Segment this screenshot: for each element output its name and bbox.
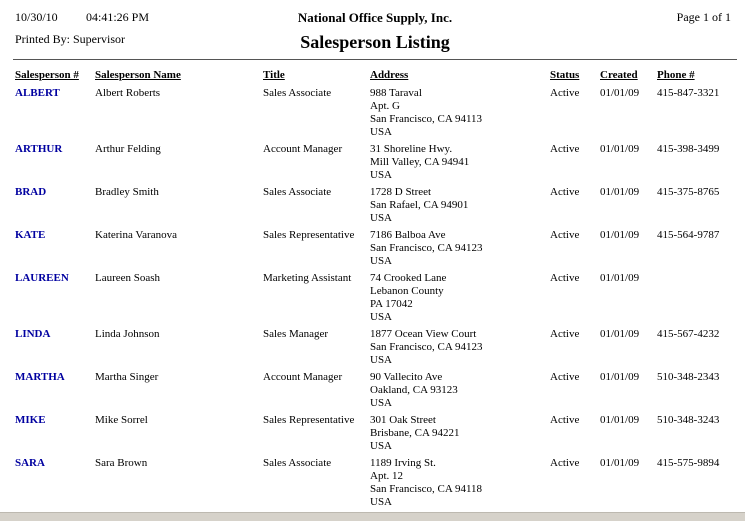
- status: Active: [550, 328, 580, 340]
- salesperson-id[interactable]: MIKE: [15, 414, 46, 426]
- column-header-created: [600, 69, 657, 81]
- report-title: Salesperson Listing: [300, 32, 450, 52]
- address-line: Oakland, CA 93123: [370, 384, 458, 396]
- phone-number: 415-398-3499: [657, 143, 720, 155]
- salesperson-id[interactable]: MARTHA: [15, 371, 65, 383]
- address-line: USA: [370, 311, 393, 323]
- created-date: 01/01/09: [600, 186, 640, 198]
- address-line: San Francisco, CA 94113: [370, 113, 483, 125]
- column-header-label: Salesperson Name: [95, 69, 181, 81]
- salesperson-title: Sales Manager: [263, 328, 329, 340]
- salesperson-id[interactable]: ARTHUR: [15, 143, 63, 155]
- table-header-row: [0, 69, 745, 81]
- salesperson-address: [370, 371, 550, 410]
- address-line: USA: [370, 354, 393, 366]
- address-line: 1189 Irving St.: [370, 457, 436, 469]
- address-line: Apt. G: [370, 100, 400, 112]
- column-header-phone: [657, 69, 745, 81]
- salesperson-address: [370, 328, 550, 367]
- salesperson-id[interactable]: LINDA: [15, 328, 51, 340]
- created-date: 01/01/09: [600, 143, 640, 155]
- phone-number: 415-567-4232: [657, 328, 720, 340]
- salesperson-title: Account Manager: [263, 371, 343, 383]
- column-header-label: Status: [550, 69, 580, 81]
- address-line: USA: [370, 212, 393, 224]
- column-header-label: Phone #: [657, 69, 695, 81]
- address-line: Lebanon County: [370, 285, 444, 297]
- column-header-salesperson-name: [95, 69, 263, 81]
- column-header-title: [263, 69, 370, 81]
- salesperson-name: Martha Singer: [95, 371, 159, 383]
- date-time-row: [15, 10, 245, 25]
- salesperson-title: Sales Associate: [263, 87, 332, 99]
- status: Active: [550, 457, 580, 469]
- table-row: [0, 229, 745, 268]
- address-line: USA: [370, 397, 393, 409]
- created-date: 01/01/09: [600, 229, 640, 241]
- address-line: USA: [370, 255, 393, 267]
- address-line: 1877 Ocean View Court: [370, 328, 477, 340]
- address-line: Mill Valley, CA 94941: [370, 156, 470, 168]
- column-header-address: [370, 69, 550, 81]
- address-line: 74 Crooked Lane: [370, 272, 447, 284]
- printed-by: Printed By: Supervisor: [15, 32, 125, 46]
- table-row: [0, 272, 745, 324]
- table-body: [0, 87, 745, 509]
- created-date: 01/01/09: [600, 328, 640, 340]
- salesperson-name: Albert Roberts: [95, 87, 161, 99]
- address-line: 31 Shoreline Hwy.: [370, 143, 453, 155]
- salesperson-id[interactable]: SARA: [15, 457, 45, 469]
- address-line: 7186 Balboa Ave: [370, 229, 446, 241]
- salesperson-address: [370, 457, 550, 509]
- header-center: [245, 10, 505, 53]
- salesperson-address: [370, 186, 550, 225]
- salesperson-id[interactable]: LAUREEN: [15, 272, 69, 284]
- phone-number: 415-575-9894: [657, 457, 720, 469]
- address-line: San Francisco, CA 94118: [370, 483, 483, 495]
- status: Active: [550, 229, 580, 241]
- status: Active: [550, 186, 580, 198]
- report-header: [0, 0, 745, 53]
- phone-number: 510-348-3243: [657, 414, 720, 426]
- status: Active: [550, 87, 580, 99]
- table-row: [0, 371, 745, 410]
- address-line: San Francisco, CA 94123: [370, 341, 483, 353]
- salesperson-title: Sales Associate: [263, 457, 332, 469]
- address-line: San Francisco, CA 94123: [370, 242, 483, 254]
- created-date: 01/01/09: [600, 371, 640, 383]
- header-divider: [13, 59, 737, 60]
- address-line: 1728 D Street: [370, 186, 432, 198]
- salesperson-title: Sales Representative: [263, 229, 355, 241]
- phone-number: [657, 272, 745, 324]
- header-left: [15, 10, 245, 47]
- salesperson-name: Mike Sorrel: [95, 414, 148, 426]
- address-line: 988 Taraval: [370, 87, 422, 99]
- address-line: 90 Vallecito Ave: [370, 371, 443, 383]
- table-row: [0, 328, 745, 367]
- phone-number: 510-348-2343: [657, 371, 720, 383]
- salesperson-title: Account Manager: [263, 143, 343, 155]
- table-row: [0, 186, 745, 225]
- horizontal-scrollbar[interactable]: [0, 512, 745, 521]
- salesperson-title: Sales Associate: [263, 186, 332, 198]
- address-line: San Rafael, CA 94901: [370, 199, 469, 211]
- salesperson-address: [370, 229, 550, 268]
- salesperson-id[interactable]: KATE: [15, 229, 46, 241]
- salesperson-title: Marketing Assistant: [263, 272, 352, 284]
- address-line: 301 Oak Street: [370, 414, 436, 426]
- table-row: [0, 457, 745, 509]
- report-date: 10/30/10: [15, 10, 58, 24]
- address-line: USA: [370, 440, 393, 452]
- table-row: [0, 143, 745, 182]
- salesperson-address: [370, 414, 550, 453]
- column-header-label: Salesperson #: [15, 69, 79, 81]
- table-row: [0, 87, 745, 139]
- salesperson-address: [370, 143, 550, 182]
- created-date: 01/01/09: [600, 272, 640, 284]
- status: Active: [550, 371, 580, 383]
- company-name: National Office Supply, Inc.: [297, 10, 453, 25]
- created-date: 01/01/09: [600, 87, 640, 99]
- phone-number: 415-375-8765: [657, 186, 720, 198]
- salesperson-name: Sara Brown: [95, 457, 148, 469]
- created-date: 01/01/09: [600, 457, 640, 469]
- address-line: USA: [370, 169, 393, 181]
- column-header-label: Address: [370, 69, 409, 81]
- address-line: Brisbane, CA 94221: [370, 427, 460, 439]
- phone-number: 415-847-3321: [657, 87, 720, 99]
- column-header-salesperson-id: [15, 69, 95, 81]
- salesperson-address: [370, 87, 550, 139]
- salesperson-id[interactable]: BRAD: [15, 186, 47, 198]
- salesperson-id[interactable]: ALBERT: [15, 87, 60, 99]
- phone-number: 415-564-9787: [657, 229, 720, 241]
- table-row: [0, 414, 745, 453]
- column-header-label: Title: [263, 69, 285, 81]
- address-line: USA: [370, 126, 393, 138]
- salesperson-name: Katerina Varanova: [95, 229, 177, 241]
- column-header-status: [550, 69, 600, 81]
- report-time: 04:41:26 PM: [86, 10, 150, 24]
- salesperson-name: Arthur Felding: [95, 143, 161, 155]
- salesperson-name: Laureen Soash: [95, 272, 161, 284]
- salesperson-title: Sales Representative: [263, 414, 355, 426]
- status: Active: [550, 414, 580, 426]
- salesperson-address: [370, 272, 550, 324]
- page-number: Page 1 of 1: [676, 10, 731, 24]
- address-line: Apt. 12: [370, 470, 403, 482]
- status: Active: [550, 272, 580, 284]
- salesperson-name: Bradley Smith: [95, 186, 159, 198]
- salesperson-name: Linda Johnson: [95, 328, 160, 340]
- status: Active: [550, 143, 580, 155]
- column-header-label: Created: [600, 69, 638, 81]
- address-line: PA 17042: [370, 298, 413, 310]
- address-line: USA: [370, 496, 393, 508]
- created-date: 01/01/09: [600, 414, 640, 426]
